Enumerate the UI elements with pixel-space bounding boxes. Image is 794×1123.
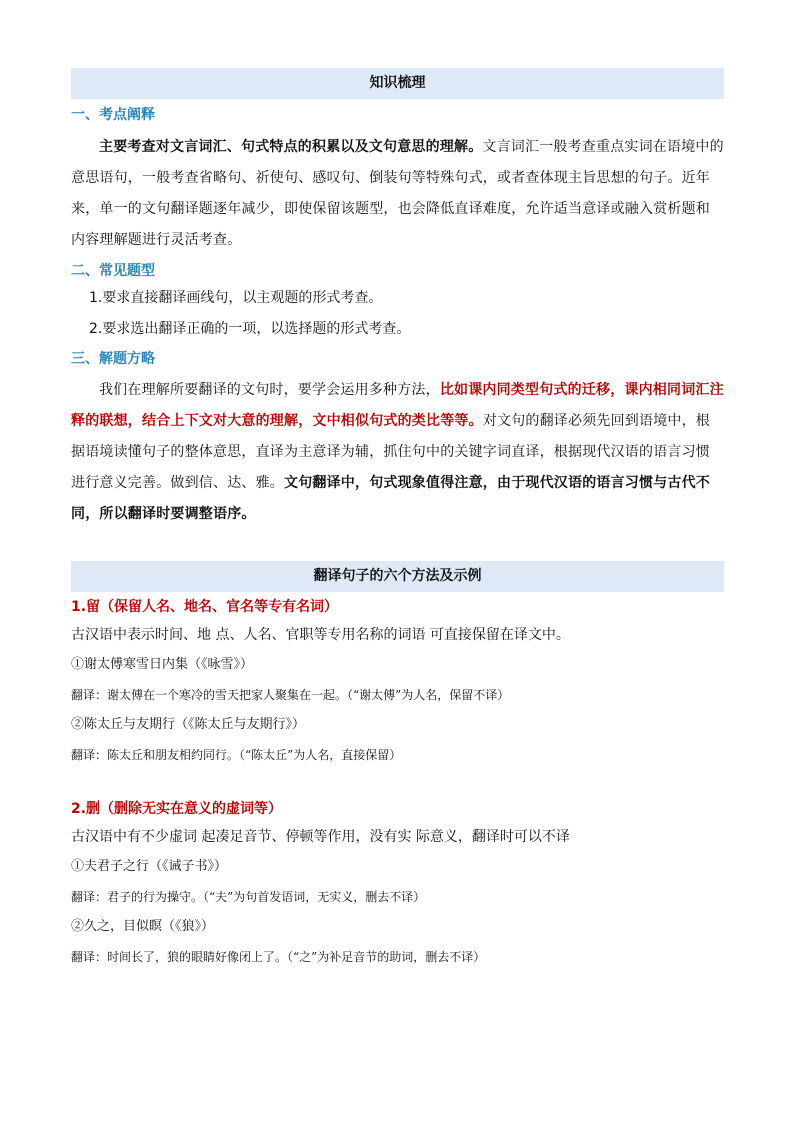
example-sentence: ①夫君子之行（《诫子书》）: [71, 859, 228, 874]
paragraph-strategy: [71, 375, 724, 530]
method-heading: 1.留（保留人名、地名、官名等专有名词）: [71, 599, 339, 615]
document-page: [71, 0, 724, 970]
example-sentence: ②久之，目似瞑（《狼》）: [71, 919, 215, 934]
strategy-a: 我们在理解所要翻译的文句时，要学会运用多种方法，: [99, 382, 440, 398]
strategy-bold: 文句翻译中，句式现象值得注意，由于现代汉语的语言习惯与古代不同，所以翻译时要调整语序。: [71, 475, 710, 522]
example-translation: 翻译：时间长了，狼的眼睛好像闭上了。（“之”为补足音节的助词，删去不译）: [71, 950, 486, 964]
example-translation: 翻译：谢太傅在一个寒冷的雪天把家人聚集在一起。（“谢太傅”为人名，保留不译）: [71, 688, 510, 702]
example-translation: 翻译：陈太丘和朋友相约同行。（“陈太丘”为人名，直接保留）: [71, 748, 402, 762]
strategy-red: 比如课内同类型句式的迁移，课内相同词汇注释的联想，结合上下文对大意的理解，文中相似句式的类比等等。: [71, 382, 724, 429]
method-description: 古汉语中表示时间、地 点、人名、官职等专用名称的词语 可直接保留在译文中。: [71, 627, 570, 643]
heading-exam-points: 一、考点阐释: [71, 107, 155, 123]
section-title-methods: 翻译句子的六个方法及示例: [71, 561, 724, 592]
list-item: 2.要求选出翻译正确的一项，以选择题的形式考查。: [89, 321, 411, 337]
heading-strategy: 三、解题方略: [71, 351, 155, 367]
intro-rest: 文言词汇一般考查重点实词在语境中的意思语句，一般考查省略句、祈使句、感叹句、倒装句等特殊句式，或者查体现主旨思想的句子。近年来，单一的文句翻译题逐年减少，即使保留该题型，也会降低直译难度，允许适当意译或融入赏析题和内容理解题进行灵活考查。: [71, 139, 724, 248]
method-description: 古汉语中有不少虚词 起凑足音节、停顿等作用，没有实 际意义，翻译时可以不译: [71, 829, 570, 845]
strategy-b: 对文句的翻译必须先回到语境中，根据语境读懂句子的整体意思，直译为主意译为辅，抓住句中的关键字词直译，根据现代汉语的语言习惯进行意义完善。做到信、达、雅。: [71, 413, 711, 491]
example-translation: 翻译：君子的行为操守。（“夫”为句首发语词，无实义，删去不译）: [71, 890, 426, 904]
section-title-knowledge: 知识梳理: [71, 68, 724, 99]
example-sentence: ②陈太丘与友期行（《陈太丘与友期行》）: [71, 717, 306, 732]
paragraph-exam-points: [71, 132, 724, 256]
bold-intro: 主要考查对文言词汇、句式特点的积累以及文句意思的理解。: [99, 139, 483, 155]
example-sentence: ①谢太傅寒雪日内集（《咏雪》）: [71, 657, 254, 672]
heading-question-types: 二、常见题型: [71, 263, 155, 279]
method-heading: 2.删（删除无实在意义的虚词等）: [71, 801, 283, 817]
list-item: 1.要求直接翻译画线句，以主观题的形式考查。: [89, 290, 383, 306]
